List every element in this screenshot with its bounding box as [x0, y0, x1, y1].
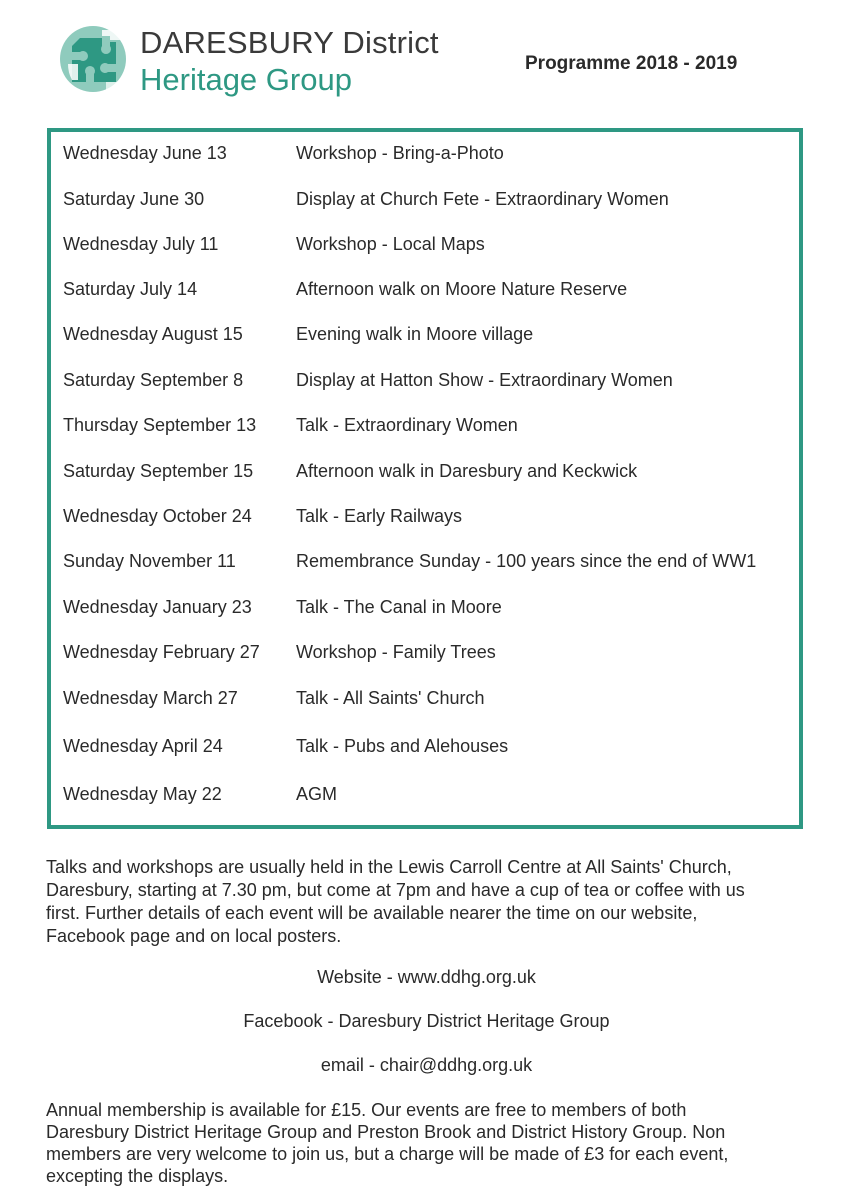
event-date: Wednesday April 24	[63, 736, 223, 756]
event-date: Wednesday October 24	[63, 506, 252, 526]
event-date: Sunday November 11	[63, 551, 236, 571]
event-title: Workshop - Family Trees	[296, 642, 496, 662]
event-date: Wednesday February 27	[63, 642, 260, 662]
event-row	[51, 456, 799, 486]
event-title: Talk - All Saints' Church	[296, 688, 485, 708]
venue-info-line: Facebook page and on local posters.	[46, 926, 342, 946]
event-row	[51, 501, 799, 531]
org-name-line1: DARESBURY District	[140, 25, 439, 60]
event-date: Wednesday July 11	[63, 234, 219, 254]
event-row	[51, 229, 799, 259]
event-row	[51, 592, 799, 622]
event-title: Display at Hatton Show - Extraordinary Women	[296, 370, 673, 390]
events-table	[47, 128, 803, 829]
venue-info-line: first. Further details of each event will be available nearer the time on our website,	[46, 903, 698, 923]
event-date: Saturday June 30	[63, 189, 205, 209]
event-title: AGM	[296, 784, 338, 804]
venue-info-line: Talks and workshops are usually held in the Lewis Carroll Centre at All Saints' Church,	[46, 857, 732, 877]
event-title: Workshop - Local Maps	[296, 234, 485, 254]
event-title: Talk - Pubs and Alehouses	[296, 736, 509, 756]
event-row	[51, 184, 799, 214]
website-line: Website - www.ddhg.org.uk	[317, 967, 536, 987]
event-title: Workshop - Bring-a-Photo	[296, 143, 504, 163]
logo-puzzle-icon	[58, 24, 128, 94]
event-row	[51, 274, 799, 304]
event-date: Thursday September 13	[63, 415, 257, 435]
event-title: Afternoon walk in Daresbury and Keckwick	[296, 461, 638, 481]
event-date: Wednesday March 27	[63, 688, 238, 708]
membership-info-line: Daresbury District Heritage Group and Preston Brook and District History Group. Non	[46, 1122, 726, 1142]
event-row	[51, 410, 799, 440]
event-title: Talk - Early Railways	[296, 506, 463, 526]
event-row	[51, 731, 799, 761]
event-date: Saturday September 8	[63, 370, 244, 390]
event-title: Display at Church Fete - Extraordinary Women	[296, 189, 669, 209]
org-name-line2: Heritage Group	[140, 62, 352, 97]
programme-title: Programme 2018 - 2019	[525, 53, 738, 74]
event-date: Wednesday June 13	[63, 143, 227, 163]
email-line: email - chair@ddhg.org.uk	[320, 1055, 533, 1075]
event-row	[51, 779, 799, 809]
event-date: Saturday September 15	[63, 461, 254, 481]
event-date: Wednesday May 22	[63, 784, 222, 804]
event-row	[51, 546, 799, 576]
event-date: Wednesday January 23	[63, 597, 252, 617]
event-row	[51, 683, 799, 713]
event-title: Remembrance Sunday - 100 years since the end of WW1	[296, 551, 757, 571]
membership-info-line: members are very welcome to join us, but a charge will be made of £3 for each event,	[46, 1144, 729, 1164]
event-row	[51, 365, 799, 395]
membership-info-line: excepting the displays.	[46, 1166, 229, 1186]
event-title: Evening walk in Moore village	[296, 324, 534, 344]
event-title: Afternoon walk on Moore Nature Reserve	[296, 279, 628, 299]
event-row	[51, 319, 799, 349]
event-row	[51, 637, 799, 667]
event-row	[51, 138, 799, 168]
event-title: Talk - The Canal in Moore	[296, 597, 502, 617]
venue-info-line: Daresbury, starting at 7.30 pm, but come at 7pm and have a cup of tea or coffee with us	[46, 880, 745, 900]
membership-info-line: Annual membership is available for £15. Our events are free to members of both	[46, 1100, 687, 1120]
event-date: Saturday July 14	[63, 279, 198, 299]
event-date: Wednesday August 15	[63, 324, 243, 344]
org-name	[140, 27, 439, 95]
facebook-line: Facebook - Daresbury District Heritage Group	[243, 1011, 610, 1031]
event-title: Talk - Extraordinary Women	[296, 415, 518, 435]
